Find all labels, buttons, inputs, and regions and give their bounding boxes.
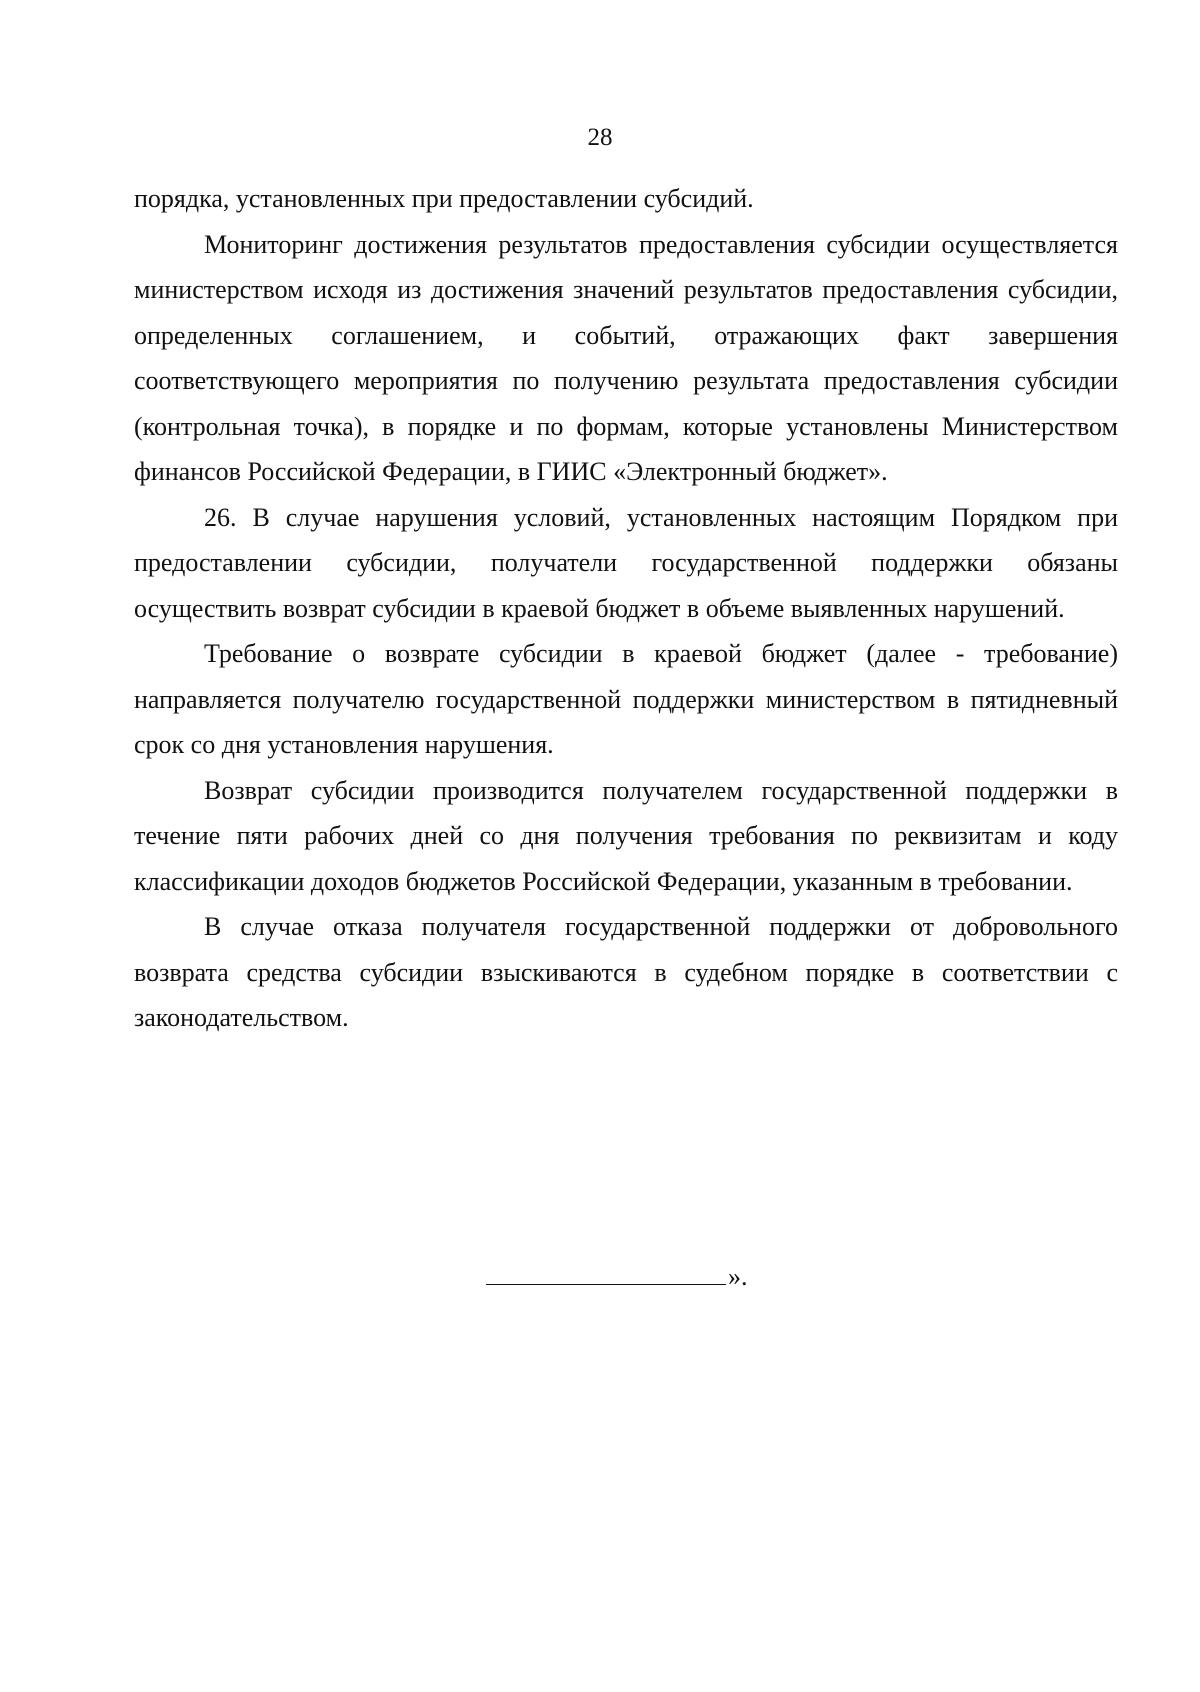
paragraph-refusal: В случае отказа получателя государственной поддержки от добровольного возврата средства субсидии взыскиваются в судебном порядке в соответствии с законодательством. [134, 912, 1118, 1032]
paragraph-continuation: порядка, установленных при предоставлении субсидий. [134, 184, 754, 213]
document-body [134, 176, 1118, 1041]
closing-rule [486, 1262, 726, 1285]
paragraph-return-procedure: Возврат субсидии производится получателем государственной поддержки в течение пяти рабочих дней со дня получения требования по реквизитам и коду классификации доходов бюджетов Российской Федерации, указанным в требовании. [134, 775, 1118, 896]
closing-line [486, 1262, 748, 1292]
paragraph-monitoring: Мониторинг достижения результатов предоставления субсидии осуществляется министерством исходя из достижения значений результатов предоставления субсидии, определенных соглашением, и событий, отражающих факт завершения соответствующего мероприятия по получению результата предоставления субсидии (контрольная точка), в порядке и по формам, которые установлены Министерством финансов Российской Федерации, в ГИИС «Электронный бюджет». [134, 229, 1118, 486]
closing-mark: ». [728, 1262, 748, 1291]
page-number: 28 [587, 124, 613, 151]
paragraph-return-requirement: Требование о возврате субсидии в краевой бюджет (далее - требование) направляется получателю государственной поддержки министерством в пятидневный срок со дня установления нарушения. [134, 639, 1118, 759]
paragraph-clause-26: 26. В случае нарушения условий, установленных настоящим Порядком при предоставлении субсидии, получатели государственной поддержки обязаны осуществить возврат субсидии в краевой бюджет в объеме выявленных нарушений. [134, 502, 1118, 623]
